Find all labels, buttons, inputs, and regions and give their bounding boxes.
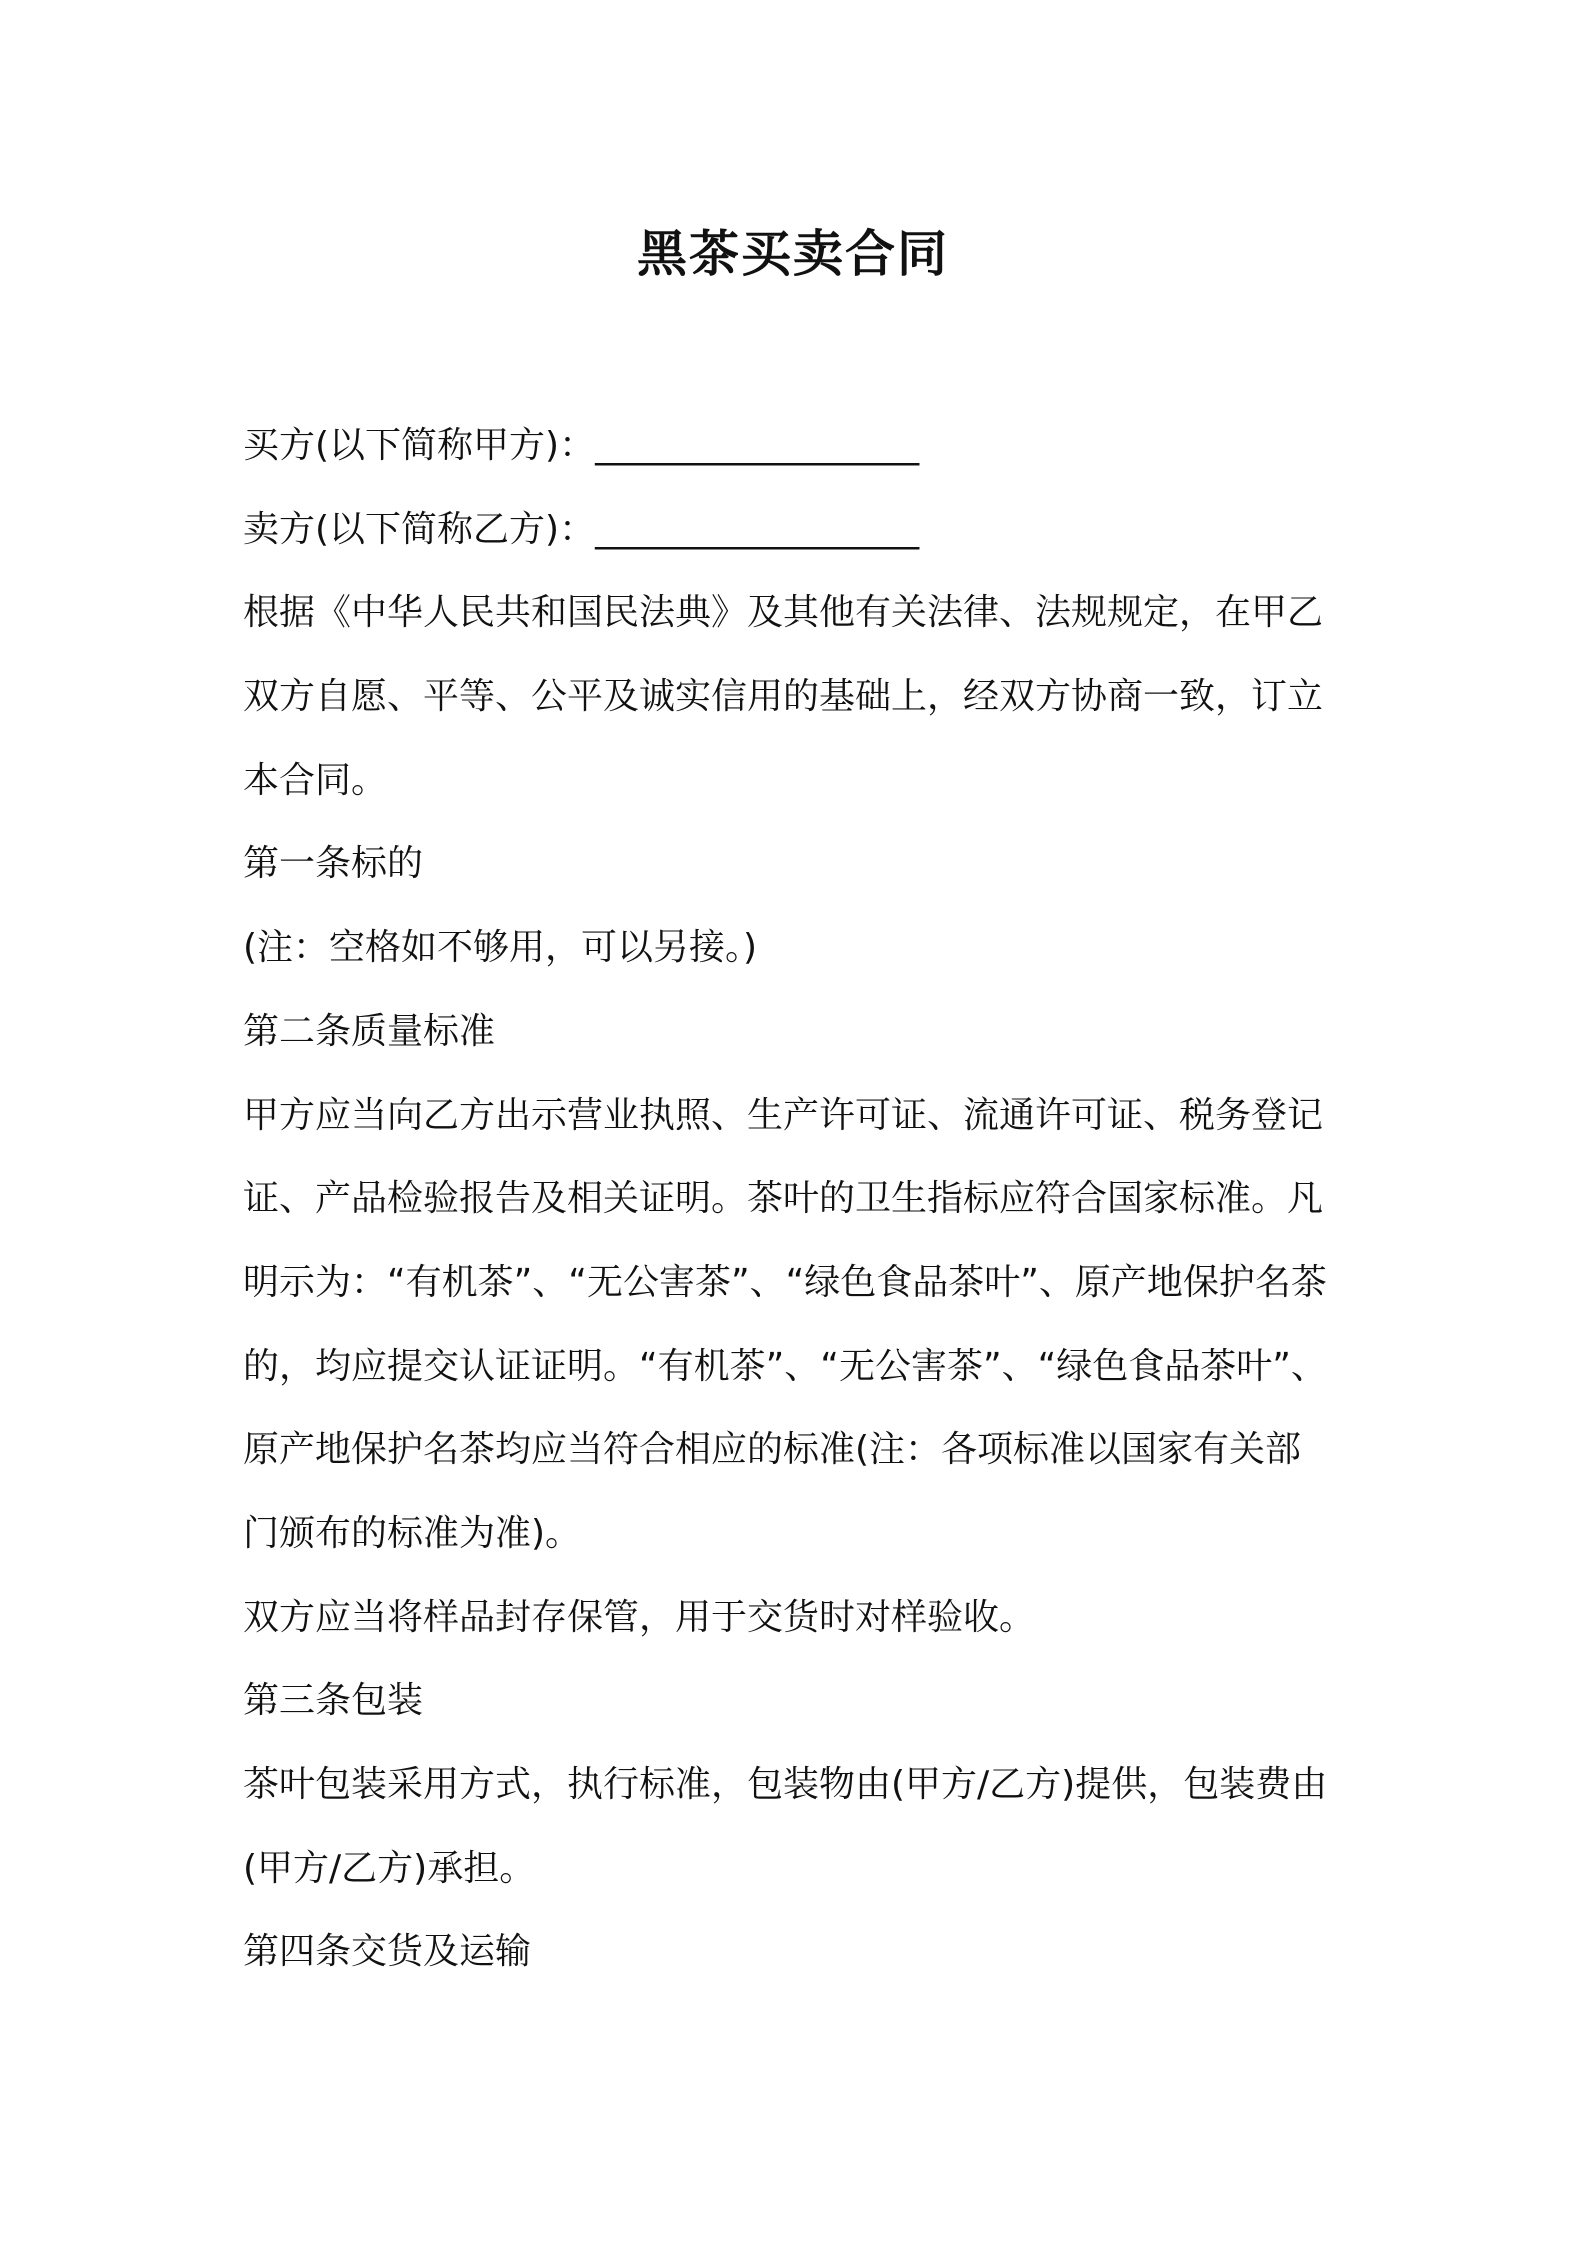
article-2-heading: 第二条质量标准 [243, 1010, 496, 1052]
article-3-line-2: (甲方/乙方)承担。 [243, 1847, 536, 1889]
article-2-line-7: 双方应当将样品封存保管，用于交货时对样验收。 [243, 1596, 1036, 1638]
preamble-line-2: 双方自愿、平等、公平及诚实信用的基础上，经双方协商一致，订立 [243, 676, 1324, 718]
article-4-heading: 第四条交货及运输 [243, 1931, 532, 1973]
article-3-heading: 第三条包装 [243, 1680, 424, 1722]
document-body [243, 404, 1363, 1994]
seller-line: 卖方(以下简称乙方)：__________________ [243, 508, 920, 550]
article-1-note: (注：空格如不够用，可以另接。) [243, 927, 758, 969]
article-1-heading: 第一条标的 [243, 843, 424, 885]
article-2-line-4: 的，均应提交认证证明。“有机茶”、“无公害茶”、“绿色食品茶叶”、 [243, 1345, 1327, 1387]
article-3-line-1: 茶叶包装采用方式，执行标准，包装物由(甲方/乙方)提供，包装费由 [243, 1764, 1328, 1805]
preamble-line-1: 根据《中华人民共和国民法典》及其他有关法律、法规规定，在甲乙 [243, 592, 1324, 634]
article-2-line-5: 原产地保护名茶均应当符合相应的标准(注：各项标准以国家有关部 [243, 1429, 1302, 1471]
buyer-line: 买方(以下简称甲方)：__________________ [243, 425, 920, 466]
article-2-line-2: 证、产品检验报告及相关证明。茶叶的卫生指标应符合国家标准。凡 [243, 1178, 1324, 1220]
article-2-line-1: 甲方应当向乙方出示营业执照、生产许可证、流通许可证、税务登记 [243, 1094, 1324, 1136]
article-2-line-6: 门颁布的标准为准)。 [243, 1512, 582, 1554]
document-title: 黑茶买卖合同 [637, 225, 949, 283]
article-2-line-3: 明示为：“有机茶”、“无公害茶”、“绿色食品茶叶”、原产地保护名茶 [243, 1261, 1327, 1303]
preamble-line-3: 本合同。 [243, 759, 388, 801]
